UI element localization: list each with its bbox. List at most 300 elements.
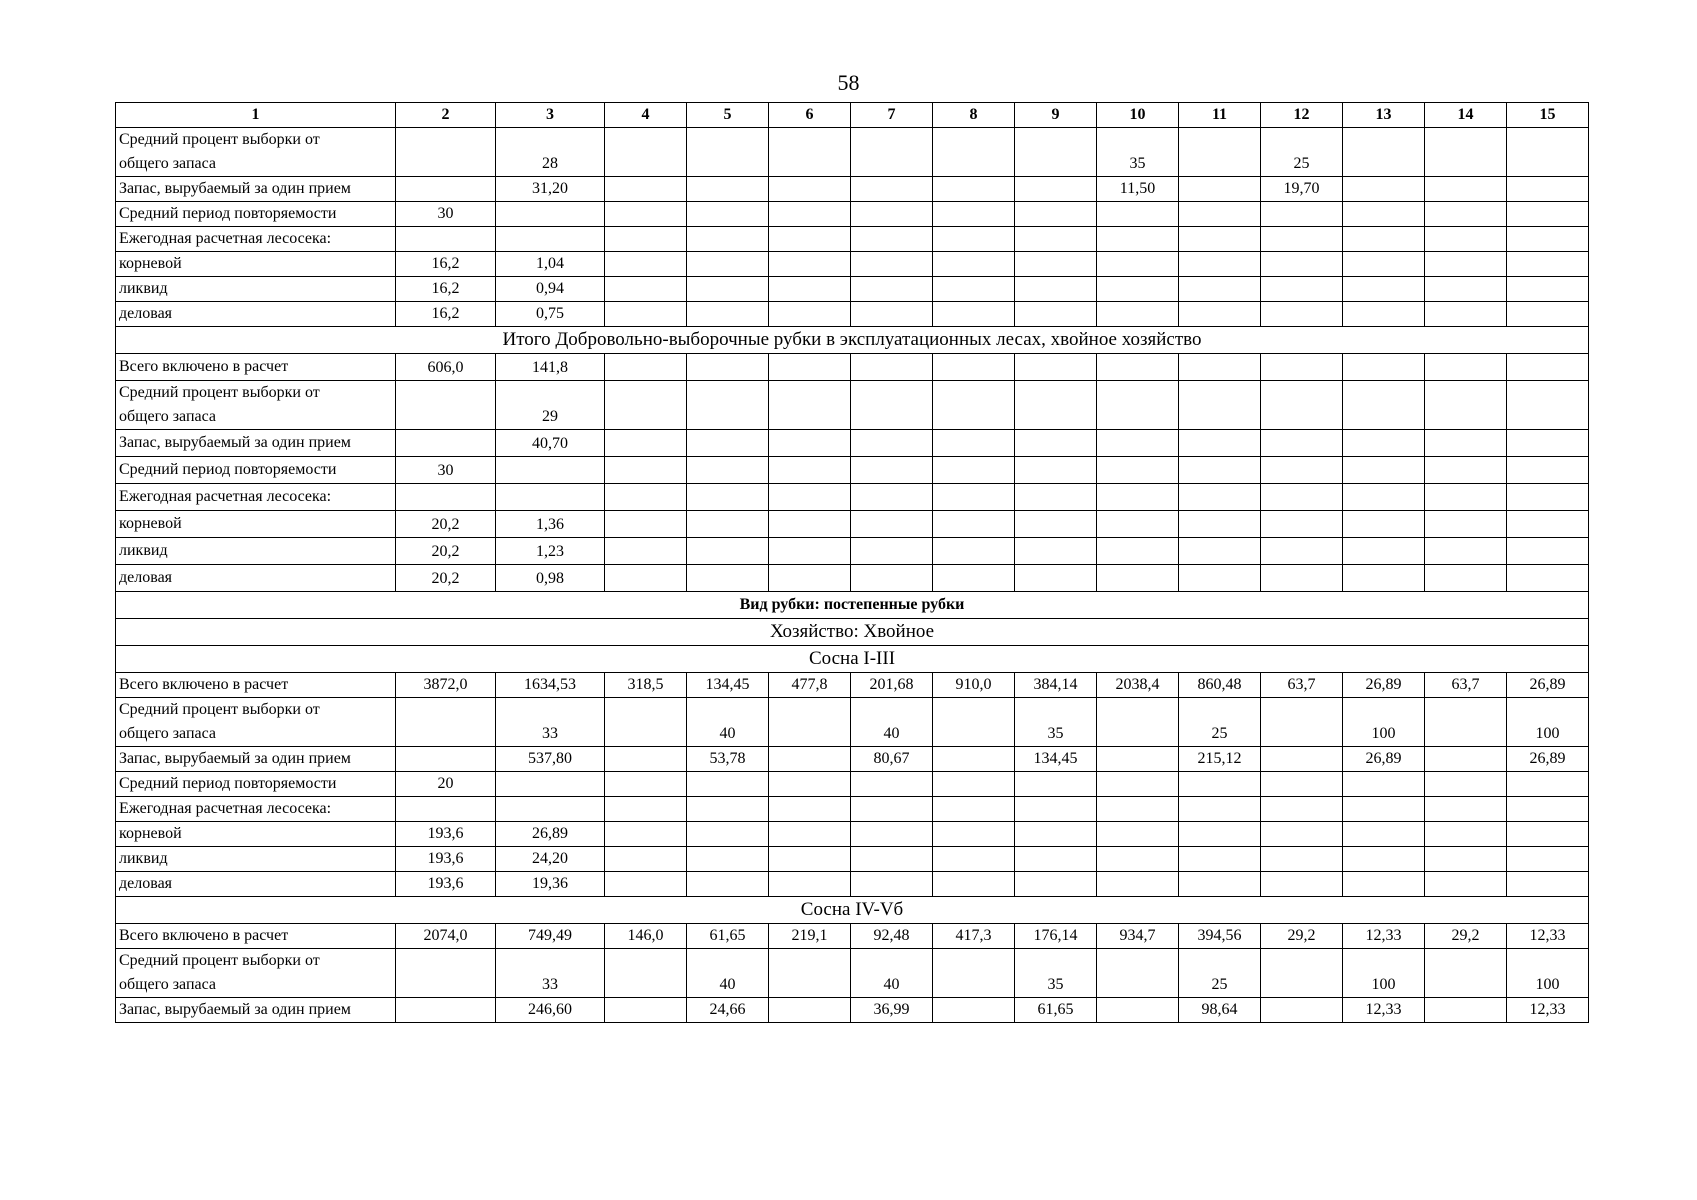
table-cell <box>851 302 933 327</box>
table-cell <box>396 128 496 177</box>
table-row <box>116 177 1589 202</box>
table-cell <box>769 302 851 327</box>
table-row <box>116 847 1589 872</box>
table-cell <box>1261 949 1343 998</box>
table-cell <box>1097 277 1179 302</box>
table-cell: 12,33 <box>1507 924 1589 949</box>
table-cell: 11,50 <box>1097 177 1179 202</box>
table-cell <box>1097 302 1179 327</box>
table-cell: 910,0 <box>933 673 1015 698</box>
table-cell <box>933 484 1015 511</box>
table-cell: 40 <box>851 698 933 747</box>
table-cell: 16,2 <box>396 302 496 327</box>
table-cell <box>687 872 769 897</box>
row-label: Средний период повторяемости <box>116 772 396 797</box>
table-cell <box>1179 538 1261 565</box>
section-title: Итого Добровольно-выборочные рубки в эксплуатационных лесах, хвойное хозяйство <box>116 327 1589 354</box>
table-cell <box>933 381 1015 430</box>
row-label: Ежегодная расчетная лесосека: <box>116 227 396 252</box>
section-title: Сосна I-III <box>116 646 1589 673</box>
table-cell: 40 <box>687 698 769 747</box>
table-cell: 100 <box>1343 949 1425 998</box>
table-row <box>116 872 1589 897</box>
table-cell: 20,2 <box>396 511 496 538</box>
table-cell: 417,3 <box>933 924 1015 949</box>
table-cell: 33 <box>496 698 605 747</box>
row-label: деловая <box>116 565 396 592</box>
column-header: 6 <box>769 103 851 128</box>
table-cell <box>1015 772 1097 797</box>
table-cell <box>1343 565 1425 592</box>
table-cell <box>1097 484 1179 511</box>
table-cell <box>605 565 687 592</box>
column-header: 9 <box>1015 103 1097 128</box>
table-cell <box>687 772 769 797</box>
table-cell <box>605 772 687 797</box>
table-row <box>116 457 1589 484</box>
table-cell <box>605 177 687 202</box>
table-cell <box>396 381 496 430</box>
table-cell: 25 <box>1261 128 1343 177</box>
table-row <box>116 227 1589 252</box>
table-cell <box>1425 998 1507 1023</box>
table-cell: 40 <box>851 949 933 998</box>
section-row <box>116 646 1589 673</box>
table-cell <box>1015 484 1097 511</box>
table-cell <box>933 847 1015 872</box>
table-cell: 749,49 <box>496 924 605 949</box>
table-cell <box>1015 354 1097 381</box>
table-cell <box>769 698 851 747</box>
table-cell <box>1425 457 1507 484</box>
table-cell <box>769 998 851 1023</box>
table-cell <box>1261 302 1343 327</box>
table-cell <box>769 484 851 511</box>
table-row <box>116 277 1589 302</box>
table-row <box>116 381 1589 430</box>
row-label: Средний период повторяемости <box>116 202 396 227</box>
table-cell: 12,33 <box>1507 998 1589 1023</box>
table-cell <box>496 202 605 227</box>
table-cell: 25 <box>1179 698 1261 747</box>
table-cell <box>1507 511 1589 538</box>
table-cell: 176,14 <box>1015 924 1097 949</box>
table-row <box>116 354 1589 381</box>
table-cell <box>1425 949 1507 998</box>
table-cell <box>1261 872 1343 897</box>
table-cell <box>851 252 933 277</box>
table-cell <box>851 277 933 302</box>
table-cell: 215,12 <box>1179 747 1261 772</box>
table-cell <box>1425 565 1507 592</box>
table-cell <box>1343 457 1425 484</box>
table-cell <box>1425 202 1507 227</box>
table-cell <box>687 822 769 847</box>
table-cell <box>605 484 687 511</box>
table-body <box>116 128 1589 1023</box>
table-cell <box>1343 277 1425 302</box>
row-label: Всего включено в расчет <box>116 924 396 949</box>
table-row <box>116 302 1589 327</box>
table-cell <box>1343 430 1425 457</box>
table-cell: 193,6 <box>396 872 496 897</box>
table-cell <box>933 872 1015 897</box>
table-cell <box>687 381 769 430</box>
section-title: Хозяйство: Хвойное <box>116 619 1589 646</box>
table-cell <box>1507 354 1589 381</box>
table-cell <box>933 998 1015 1023</box>
table-cell <box>1261 565 1343 592</box>
table-cell <box>1425 277 1507 302</box>
table-cell <box>1343 872 1425 897</box>
table-cell: 35 <box>1015 949 1097 998</box>
table-cell <box>1425 698 1507 747</box>
table-row <box>116 772 1589 797</box>
table-cell <box>1261 511 1343 538</box>
table-cell <box>1507 202 1589 227</box>
table-cell <box>769 538 851 565</box>
table-cell <box>933 797 1015 822</box>
table-cell <box>1425 381 1507 430</box>
table-cell <box>851 457 933 484</box>
table-cell: 92,48 <box>851 924 933 949</box>
table-cell <box>1261 430 1343 457</box>
row-label: ликвид <box>116 538 396 565</box>
table-cell: 100 <box>1507 698 1589 747</box>
table-cell <box>1507 430 1589 457</box>
row-label: корневой <box>116 822 396 847</box>
table-cell <box>605 381 687 430</box>
table-cell: 134,45 <box>687 673 769 698</box>
table-cell <box>687 484 769 511</box>
table-cell <box>687 302 769 327</box>
table-cell: 394,56 <box>1179 924 1261 949</box>
table-row <box>116 484 1589 511</box>
table-cell <box>1507 565 1589 592</box>
table-row <box>116 797 1589 822</box>
table-cell: 36,99 <box>851 998 933 1023</box>
table-cell: 537,80 <box>496 747 605 772</box>
table-cell <box>1507 847 1589 872</box>
table-cell <box>1179 302 1261 327</box>
table-cell <box>851 202 933 227</box>
table-row <box>116 538 1589 565</box>
table-cell <box>605 202 687 227</box>
table-cell: 860,48 <box>1179 673 1261 698</box>
table-cell <box>1343 511 1425 538</box>
table-cell <box>851 772 933 797</box>
column-header: 2 <box>396 103 496 128</box>
table-cell <box>851 822 933 847</box>
table-cell <box>1179 128 1261 177</box>
table-cell <box>605 354 687 381</box>
table-row <box>116 949 1589 998</box>
table-cell <box>769 252 851 277</box>
table-cell <box>1261 484 1343 511</box>
table-cell <box>1507 457 1589 484</box>
table-cell <box>396 998 496 1023</box>
table-cell: 26,89 <box>1343 673 1425 698</box>
table-cell <box>1425 484 1507 511</box>
table-cell: 19,70 <box>1261 177 1343 202</box>
row-label: корневой <box>116 511 396 538</box>
table-cell <box>1507 872 1589 897</box>
table-cell <box>396 484 496 511</box>
table-cell <box>687 252 769 277</box>
table-cell <box>1425 747 1507 772</box>
table-cell <box>1015 430 1097 457</box>
table-cell <box>851 872 933 897</box>
table-cell <box>769 797 851 822</box>
table-row <box>116 128 1589 177</box>
table-cell <box>1261 772 1343 797</box>
table-cell: 2074,0 <box>396 924 496 949</box>
table-cell <box>1343 252 1425 277</box>
row-label: ликвид <box>116 847 396 872</box>
table-cell <box>1343 538 1425 565</box>
table-cell <box>1425 227 1507 252</box>
table-cell: 53,78 <box>687 747 769 772</box>
row-label: корневой <box>116 252 396 277</box>
table-cell <box>769 747 851 772</box>
table-cell <box>1507 772 1589 797</box>
table-cell: 16,2 <box>396 252 496 277</box>
table-cell <box>851 354 933 381</box>
row-label: Запас, вырубаемый за один прием <box>116 177 396 202</box>
column-header: 10 <box>1097 103 1179 128</box>
table-cell <box>1097 252 1179 277</box>
table-cell <box>769 949 851 998</box>
table-cell <box>1343 381 1425 430</box>
row-label: Всего включено в расчет <box>116 354 396 381</box>
table-cell <box>496 227 605 252</box>
table-cell <box>933 430 1015 457</box>
table-cell: 28 <box>496 128 605 177</box>
table-cell <box>1261 797 1343 822</box>
table-cell: 134,45 <box>1015 747 1097 772</box>
table-cell: 26,89 <box>1343 747 1425 772</box>
table-cell <box>1507 484 1589 511</box>
table-cell <box>687 128 769 177</box>
table-cell <box>1507 177 1589 202</box>
table-cell <box>1343 128 1425 177</box>
table-cell: 20 <box>396 772 496 797</box>
table-cell <box>605 511 687 538</box>
table-cell <box>605 747 687 772</box>
row-label: Запас, вырубаемый за один прием <box>116 998 396 1023</box>
table-cell <box>1425 430 1507 457</box>
table-cell <box>933 128 1015 177</box>
table-cell <box>1343 772 1425 797</box>
table-cell <box>1015 565 1097 592</box>
table-cell <box>605 998 687 1023</box>
table-cell <box>687 227 769 252</box>
table-cell <box>933 227 1015 252</box>
page-number: 58 <box>837 70 860 95</box>
table-row <box>116 698 1589 747</box>
table-cell <box>933 772 1015 797</box>
table-cell <box>1343 847 1425 872</box>
table-row <box>116 202 1589 227</box>
table-cell: 35 <box>1015 698 1097 747</box>
table-cell <box>769 565 851 592</box>
table-cell <box>1179 227 1261 252</box>
table-cell <box>769 822 851 847</box>
table-cell <box>687 430 769 457</box>
table-cell <box>1425 252 1507 277</box>
table-cell <box>1425 538 1507 565</box>
table-cell: 246,60 <box>496 998 605 1023</box>
table-cell <box>1179 797 1261 822</box>
table-cell: 29,2 <box>1261 924 1343 949</box>
table-cell <box>1097 538 1179 565</box>
table-cell <box>1261 747 1343 772</box>
table-cell: 3872,0 <box>396 673 496 698</box>
section-title: Вид рубки: постепенные рубки <box>116 592 1589 619</box>
table-cell <box>1015 457 1097 484</box>
table-cell <box>1097 872 1179 897</box>
table-cell <box>496 772 605 797</box>
table-cell: 606,0 <box>396 354 496 381</box>
table-cell <box>1343 822 1425 847</box>
table-cell <box>1425 822 1507 847</box>
table-cell: 19,36 <box>496 872 605 897</box>
row-label: Средний процент выборки от общего запаса <box>116 128 396 177</box>
data-table <box>115 102 1589 1023</box>
table-cell: 26,89 <box>1507 673 1589 698</box>
table-cell: 40,70 <box>496 430 605 457</box>
table-cell <box>851 538 933 565</box>
section-title: Сосна IV-Vб <box>116 897 1589 924</box>
row-label: деловая <box>116 302 396 327</box>
table-cell <box>1015 277 1097 302</box>
table-cell <box>1425 872 1507 897</box>
table-cell <box>1015 302 1097 327</box>
table-cell <box>687 457 769 484</box>
table-cell <box>1015 847 1097 872</box>
row-label: Запас, вырубаемый за один прием <box>116 747 396 772</box>
table-cell <box>1097 354 1179 381</box>
table-cell <box>851 177 933 202</box>
table-cell <box>769 227 851 252</box>
table-cell: 25 <box>1179 949 1261 998</box>
table-cell: 146,0 <box>605 924 687 949</box>
table-cell <box>1015 252 1097 277</box>
table-cell <box>605 538 687 565</box>
table-cell <box>1425 128 1507 177</box>
column-header: 14 <box>1425 103 1507 128</box>
table-cell <box>1343 354 1425 381</box>
table-cell <box>1261 457 1343 484</box>
section-row <box>116 592 1589 619</box>
table-cell <box>605 847 687 872</box>
table-cell <box>496 484 605 511</box>
table-cell <box>1097 381 1179 430</box>
table-cell <box>933 252 1015 277</box>
table-cell <box>687 797 769 822</box>
table-cell <box>1015 381 1097 430</box>
table-cell: 61,65 <box>687 924 769 949</box>
row-label: Средний процент выборки от общего запаса <box>116 949 396 998</box>
table-cell <box>1097 202 1179 227</box>
table-cell <box>1425 772 1507 797</box>
table-cell <box>1097 227 1179 252</box>
table-cell <box>1179 565 1261 592</box>
table-cell: 20,2 <box>396 565 496 592</box>
table-cell: 193,6 <box>396 822 496 847</box>
column-header: 8 <box>933 103 1015 128</box>
table-cell: 0,98 <box>496 565 605 592</box>
table-cell <box>769 511 851 538</box>
table-cell <box>769 128 851 177</box>
table-cell <box>1425 302 1507 327</box>
table-cell <box>933 949 1015 998</box>
table-cell <box>1015 202 1097 227</box>
table-cell <box>933 354 1015 381</box>
table-cell: 98,64 <box>1179 998 1261 1023</box>
table-cell <box>396 698 496 747</box>
table-cell <box>769 457 851 484</box>
table-cell: 20,2 <box>396 538 496 565</box>
table-row <box>116 252 1589 277</box>
table-cell <box>1179 354 1261 381</box>
table-cell <box>769 354 851 381</box>
table-cell <box>769 772 851 797</box>
table-cell <box>687 277 769 302</box>
table-cell: 1,23 <box>496 538 605 565</box>
table-cell: 2038,4 <box>1097 673 1179 698</box>
table-cell <box>396 430 496 457</box>
table-cell <box>1425 354 1507 381</box>
table-cell: 1634,53 <box>496 673 605 698</box>
table-cell: 12,33 <box>1343 924 1425 949</box>
column-header: 4 <box>605 103 687 128</box>
table-cell <box>1261 227 1343 252</box>
table-cell: 30 <box>396 457 496 484</box>
table-cell: 26,89 <box>496 822 605 847</box>
table-cell <box>1179 277 1261 302</box>
table-cell <box>1507 797 1589 822</box>
table-cell <box>605 252 687 277</box>
table-cell <box>605 872 687 897</box>
table-cell <box>1015 822 1097 847</box>
table-cell <box>496 797 605 822</box>
table-cell: 16,2 <box>396 277 496 302</box>
table-cell <box>1507 252 1589 277</box>
table-cell <box>605 457 687 484</box>
table-cell <box>687 202 769 227</box>
table-cell <box>1097 430 1179 457</box>
table-row <box>116 430 1589 457</box>
table-cell <box>851 484 933 511</box>
table-cell <box>851 797 933 822</box>
table-cell <box>1097 822 1179 847</box>
table-cell <box>1261 847 1343 872</box>
table-cell <box>851 430 933 457</box>
table-cell: 318,5 <box>605 673 687 698</box>
table-cell <box>1015 797 1097 822</box>
table-cell <box>769 381 851 430</box>
table-cell <box>396 797 496 822</box>
table-cell <box>769 177 851 202</box>
table-cell: 61,65 <box>1015 998 1097 1023</box>
table-cell <box>496 457 605 484</box>
table-cell <box>933 822 1015 847</box>
table-cell <box>1343 227 1425 252</box>
table-cell <box>1179 772 1261 797</box>
table-cell <box>1097 511 1179 538</box>
table-cell <box>1015 511 1097 538</box>
